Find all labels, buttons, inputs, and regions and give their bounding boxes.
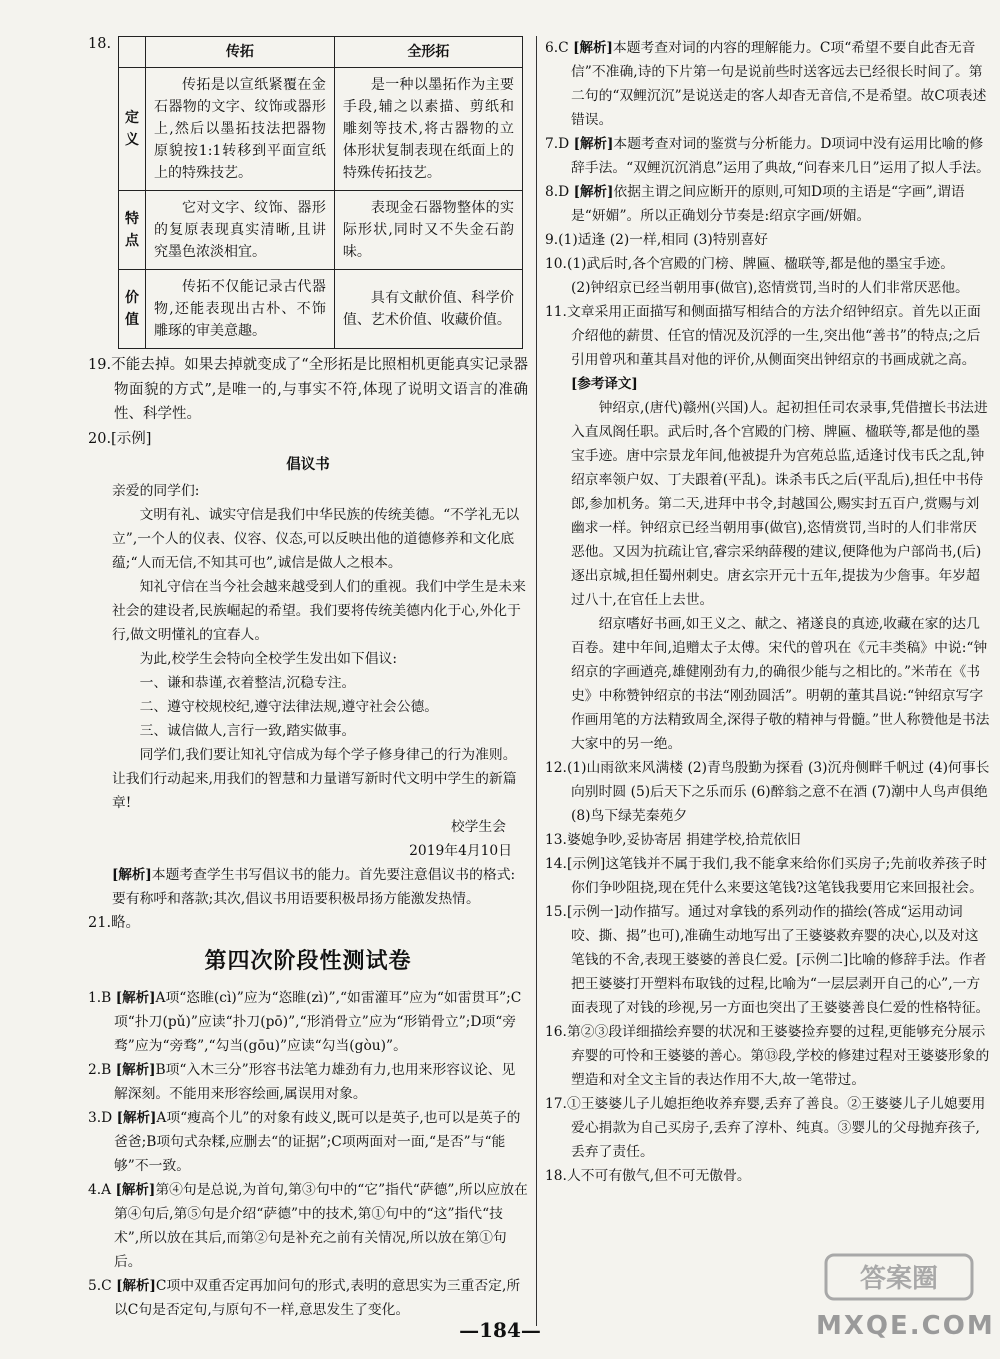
reference-translation xyxy=(545,396,990,756)
translation-paragraph: 绍京嗜好书画,如王义之、献之、褚遂良的真迹,收藏在家的达几百卷。建中年间,追赠太子太傅。宋代的曾巩在《元丰类稿》中说:“钟绍京的字画遒亮,雄健刚劲有力,的确很少能与之相比的。”米芾在《书史》中称赞钟绍京的书法“刚劲圆活”。明朝的董其昌说:“钟绍京写字作画用笔的方法精致周全,深得子敬的精神与骨髓。”世人称赞他是书法大家中的另一绝。 xyxy=(571,616,990,752)
answer-head: 8.D xyxy=(545,184,570,200)
answer-text: 第②③段详细描绘弃婴的状况和王婆婆捡弃婴的过程,更能够充分展示弃婴的可怜和王婆婆的善心。第⑬段,学校的修建过程对王婆婆形象的塑造和对全文主旨的表达作用不大,故一笔带过。 xyxy=(566,1024,990,1088)
answer-text: (1)武后时,各个宫殿的门榜、牌匾、楹联等,都是他的墨宝手迹。 xyxy=(566,256,954,272)
answer-item xyxy=(545,852,990,900)
choice-answer xyxy=(88,1106,528,1178)
choice-answer-head: 2.B xyxy=(88,1061,112,1078)
choice-answers xyxy=(88,986,528,1322)
answer-head: 14. xyxy=(545,856,567,872)
letter-greeting: 亲爱的同学们: xyxy=(112,483,200,499)
answer-item xyxy=(545,900,990,1020)
table-cell: 传拓是以宣纸紧覆在金石器物的文字、纹饰或器形上,然后以墨拓技法把器物原貌按1:1转移到平面宣纸上的特殊技艺。 xyxy=(146,68,335,191)
table-cell: 它对文字、纹饰、器形的复原表现真实清晰,且讲究墨色浓淡相宜。 xyxy=(146,191,335,270)
comparison-table xyxy=(118,36,523,349)
analysis-text: A项“恣睢(cì)”应为“恣睢(zì)”,“如雷灌耳”应为“如雷贯耳”;C项“扑刀(pǔ)”应读“扑刀(pō)”,“形消骨立”应为“形销骨立”;D项“旁骛”应为“旁骛”,“勾当(gōu)”应读“勾当(gòu)”。 xyxy=(114,989,522,1054)
watermark xyxy=(812,1249,995,1349)
reference-tag: [参考译文] xyxy=(571,376,638,392)
analysis-tag: [解析] xyxy=(112,867,152,883)
letter-paragraph: 知礼守信在当今社会越来越受到人们的重视。我们中学生是未来社会的建设者,民族崛起的希望。我们要将传统美德内化于心,外化于行,做文明懂礼的宜春人。 xyxy=(112,579,526,643)
table-cell: 是一种以墨拓作为主要手段,辅之以素描、剪纸和雕刻等技术,将古器物的立体形状复制表现在纸面上的特殊传拓技艺。 xyxy=(334,68,522,191)
analysis-tag: [解析] xyxy=(116,1109,157,1126)
analysis-tag: [解析] xyxy=(573,40,613,56)
table-row xyxy=(119,270,523,349)
letter-paragraph: 三、诚信做人,言行一致,踏实做事。 xyxy=(139,723,356,739)
answer-text: (1)山雨欲来风满楼 (2)青鸟殷勤为探看 (3)沉舟侧畔千帆过 (4)何事长向别时圆 (5)后天下之乐而乐 (6)醉翁之意不在酒 (7)潮中人鸟声俱绝 (8)鸟下绿芜秦苑夕 xyxy=(566,760,990,824)
table-header-quanxingta: 全形拓 xyxy=(334,37,522,68)
answer-19: 19.不能去掉。如果去掉就变成了“全形拓是比照相机更能真实记录器物面貌的方式”,是唯一的,与事实不符,体现了说明文语言的准确性、科学性。 xyxy=(88,357,528,422)
answer-text: 人不可有傲气,但不可无傲骨。 xyxy=(566,1168,751,1184)
answer-item xyxy=(545,1164,990,1188)
analysis-tag: [解析] xyxy=(116,1277,156,1294)
answer-item xyxy=(545,756,990,828)
letter-date: 2019年4月10日 xyxy=(409,843,512,859)
choice-answer-head: 4.A xyxy=(88,1181,112,1198)
analysis-text: A项“瘦高个儿”的对象有歧义,既可以是英子,也可以是英子的爸爸;B项句式杂糅,应删去“的证据”;C项两面对一面,“是否”与“能够”不一致。 xyxy=(114,1109,521,1174)
table-header-chuanta: 传拓 xyxy=(146,37,335,68)
answer-item xyxy=(545,180,990,228)
column-divider xyxy=(536,36,537,1326)
answer-text: 文章采用正面描写和侧面描写相结合的方法介绍钟绍京。首先以正面介绍他的薪贯、任官的情况及沉浮的一生,突出他“善书”的特点;之后引用曾巩和董其昌对他的评价,从侧面突出钟绍京的书画成就之高。 xyxy=(566,304,981,368)
answer-item xyxy=(545,228,990,252)
table-header-row xyxy=(119,37,523,68)
letter-title: 倡议书 xyxy=(286,456,330,473)
choice-answer-head: 1.B xyxy=(88,989,112,1006)
translation-paragraph: 钟绍京,(唐代)赣州(兴国)人。起初担任司农录事,凭借擅长书法进入直凤阁任职。武后时,各个宫殿的门榜、牌匾、楹联等,都是他的墨宝手迹。唐中宗景龙年间,他被提升为宫苑总监,适逢讨伐韦氏之乱,钟绍京率领户奴、丁夫跟着(平乱)。诛杀韦氏之后(平乱后),担任中书侍郎,参加机务。第二天,进拜中书令,封越国公,赐实封五百户,赏赐与刘幽求一样。钟绍京已经当朝用事(做官),恣情赏罚,当时的人们非常厌恶他。又因为抗疏让官,睿宗采纳薛稷的建议,便降他为户部尚书,(后)逐出京城,担任蜀州刺史。唐玄宗开元十五年,提拔为少詹事。年岁超过八十,在官任上去世。 xyxy=(571,400,988,608)
answer-item xyxy=(545,36,990,132)
letter-paragraph: 同学们,我们要让知礼守信成为每个学子修身律己的行为准则。让我们行动起来,用我们的智慧和力量谱写新时代文明中学生的新篇章! xyxy=(112,747,517,811)
table-cell: 表现金石器物整体的实际形状,同时又不失金石韵味。 xyxy=(334,191,522,270)
answer-item xyxy=(545,132,990,180)
row-label: 价值 xyxy=(119,270,146,349)
letter-signature: 校学生会 xyxy=(450,819,506,835)
answer-head: 11. xyxy=(545,304,567,320)
answer-text: 婆媳争吵,妥协寄居 捐建学校,拾荒依旧 xyxy=(566,832,801,848)
answer-item xyxy=(545,1020,990,1092)
watermark-site: MXQE.COM xyxy=(816,1311,995,1341)
answer-text: 这笔钱并不属于我们,我不能拿来给你们买房子;先前收养孩子时你们争吵阻挠,现在凭什么来要这笔钱?这笔钱我要用它来回报社会。 xyxy=(571,856,987,896)
letter-paragraph: 二、遵守校规校纪,遵守法律法规,遵守社会公德。 xyxy=(139,699,439,715)
analysis-text: C项中双重否定再加问句的形式,表明的意思实为三重否定,所以C句是否定句,与原句不一样,意思发生了变化。 xyxy=(114,1277,521,1318)
table-header-empty xyxy=(119,37,146,68)
table-cell: 传拓不仅能记录古代器物,还能表现出古朴、不饰雕琢的审美意趣。 xyxy=(146,270,335,349)
answer-item xyxy=(545,252,990,276)
answer-head: 10. xyxy=(545,256,567,272)
letter-paragraph: 文明有礼、诚实守信是我们中华民族的传统美德。“不学礼无以立”,一个人的仪表、仪容、仪态,可以反映出他的道德修养和文化底蕴;“人而无信,不知其可也”,诚信是做人之根本。 xyxy=(112,507,520,571)
row-label: 特点 xyxy=(119,191,146,270)
left-column xyxy=(88,36,528,1322)
answer-21: 21.略。 xyxy=(88,915,141,931)
answer-text: ①王婆婆儿子儿媳拒绝收养弃婴,丢弃了善良。②王婆婆儿子儿媳要用爱心捐款为自己买房子,丢弃了淳朴、纯真。③婴儿的父母抛弃孩子,丢弃了责任。 xyxy=(566,1096,986,1160)
page-number: —184— xyxy=(459,1318,541,1342)
table-cell: 具有文献价值、科学价值、艺术价值、收藏价值。 xyxy=(334,270,522,349)
section-title: 第四次阶段性测试卷 xyxy=(204,948,412,974)
answer-item xyxy=(545,300,990,372)
analysis-text: 本题考查学生书写倡议书的能力。首先要注意倡议书的格式:要有称呼和落款;其次,倡议书用语要积极昂扬方能激发热情。 xyxy=(112,867,516,907)
choice-answer xyxy=(88,986,528,1058)
reference-translation-tag xyxy=(545,372,990,396)
choice-answer xyxy=(88,1274,528,1322)
answer-head: 13. xyxy=(545,832,567,848)
analysis-tag: [解析] xyxy=(115,1061,156,1078)
analysis-text: 第④句是总说,为首句,第③句中的“它”指代“萨德”,所以应放在第④句后,第⑤句是介绍“萨德”中的技术,第①句中的“这”指代“技术”,所以放在其后,而第②句是补充之前有关情况,所以放在第①句后。 xyxy=(114,1181,528,1270)
answer-item xyxy=(545,1092,990,1164)
analysis-tag: [解析] xyxy=(115,1181,156,1198)
table-row xyxy=(119,68,523,191)
answer-head: 17. xyxy=(545,1096,567,1112)
choice-answer-head: 5.C xyxy=(88,1277,112,1294)
analysis-tag: [解析] xyxy=(573,136,614,152)
answer-text: 本题考查对词的鉴赏与分析能力。D项词中没有运用比喻的修辞手法。“双鲤沉沉消息”运用了典故,“问春来几日”运用了拟人手法。 xyxy=(571,136,990,176)
analysis-text: B项“入木三分”形容书法笔力雄劲有力,也用来形容议论、见解深刻。不能用来形容绘画,属误用对象。 xyxy=(114,1061,516,1102)
example-tag: [示例一] xyxy=(566,904,620,920)
answer-item xyxy=(545,276,990,300)
answer-20-analysis xyxy=(88,863,528,911)
letter-paragraph: 一、谦和恭谨,衣着整洁,沉稳专注。 xyxy=(139,675,356,691)
example-tag: [示例] xyxy=(566,856,606,872)
answer-head: 9. xyxy=(545,232,559,248)
choice-answer xyxy=(88,1178,528,1274)
analysis-tag: [解析] xyxy=(115,989,156,1006)
answer-head: 18. xyxy=(545,1168,567,1184)
answer-text: (1)适逢 (2)一样,相同 (3)特别喜好 xyxy=(558,232,768,248)
question-number: 18. xyxy=(88,36,112,52)
answer-head: 15. xyxy=(545,904,567,920)
analysis-tag: [解析] xyxy=(573,184,614,200)
answer-head: 12. xyxy=(545,760,567,776)
choice-answer xyxy=(88,1058,528,1106)
watermark-logo-text: 答案圈 xyxy=(859,1264,939,1294)
answer-item xyxy=(545,828,990,852)
table-row xyxy=(119,191,523,270)
answer-text: 本题考查对词的内容的理解能力。C项“希望不要自此杳无音信”不准确,诗的下片第一句是说前些时送客远去已经很长时间了。第二句的“双鲤沉沉”是说送走的客人却杳无音信,不是希望。故C项表述错误。 xyxy=(571,40,987,128)
answer-head: 7.D xyxy=(545,136,570,152)
row-label: 定义 xyxy=(119,68,146,191)
answer-text: 依据主谓之间应断开的原则,可知D项的主语是“字画”,谓语是“妍媚”。所以正确划分节奏是:绍京字画/妍媚。 xyxy=(571,184,965,224)
answer-head: 6.C xyxy=(545,40,569,56)
question-18 xyxy=(88,36,528,349)
right-column xyxy=(545,36,990,1188)
answer-20-head: 20.[示例] xyxy=(88,430,152,447)
answer-head: 16. xyxy=(545,1024,567,1040)
answer-text: (2)钟绍京已经当朝用事(做官),恣情赏罚,当时的人们非常厌恶他。 xyxy=(571,280,969,296)
watermark-logo-icon xyxy=(824,1249,974,1305)
letter-paragraph: 为此,校学生会特向全校学生发出如下倡议: xyxy=(139,651,397,667)
letter-body xyxy=(88,503,528,815)
answer-text: 动作描写。通过对拿钱的系列动作的描绘(答成“运用动词咬、撕、揭”也可),准确生动地写出了王婆婆救弃婴的决心,以及对这笔钱的不舍,表现王婆婆的善良仁爱。[示例二]比喻的修辞手法。作者把王婆婆打开塑料布取钱的过程,比喻为“一层层剥开自己的心”,一方面表现了对钱的珍视,另一方面也突出了王婆婆善良仁爱的性格特征。 xyxy=(571,904,990,1016)
choice-answer-head: 3.D xyxy=(88,1109,113,1126)
